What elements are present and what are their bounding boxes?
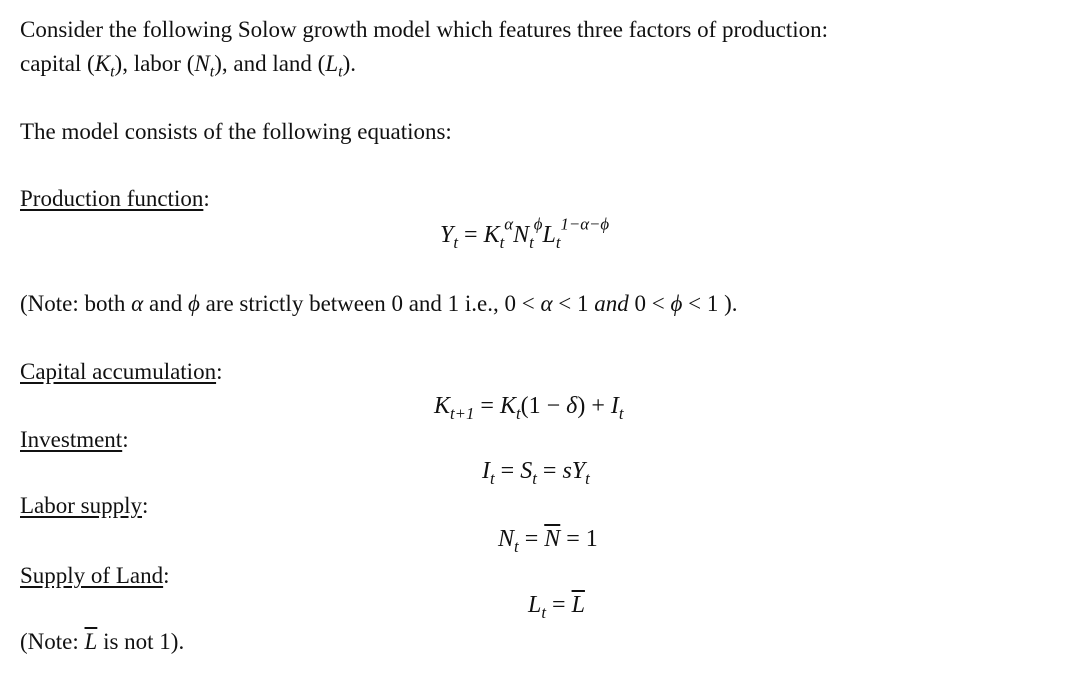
intro-line-2: capital $(K_t)$, labor $(N_t)$, and land $(L_t)$. xyxy=(20,51,357,81)
labor-equation: $N_t = \overline{N} = 1$ xyxy=(498,526,598,556)
investment-equation: $I_t = S_t = sY_t$ xyxy=(482,458,590,488)
production-equation: $Y_t = K_t^\alpha N_t^\phi L_t^{1-\alpha-\phi}$ xyxy=(440,214,610,252)
land-heading: Supply of Land: xyxy=(20,563,170,588)
land-note: (Note: $\overline{L}$ is not 1). xyxy=(20,629,185,654)
capital-heading: Capital accumulation: xyxy=(20,359,223,384)
investment-heading: Investment: xyxy=(20,427,129,452)
production-note: (Note: both α and ϕ are strictly between 0 and 1 i.e., 0 < α < 1 and 0 < ϕ < 1 ). xyxy=(20,291,738,316)
production-heading: Production function: xyxy=(20,186,210,211)
land-equation: $L_t = \overline{L}$ xyxy=(528,592,585,622)
intro-line-1: Consider the following Solow growth model which features three factors of production: xyxy=(20,17,829,42)
model-description: The model consists of the following equations: xyxy=(20,119,452,144)
labor-heading: Labor supply: xyxy=(20,493,149,518)
capital-equation: $K_{t+1} = K_t(1 - \delta) + I_t$ xyxy=(434,393,624,423)
